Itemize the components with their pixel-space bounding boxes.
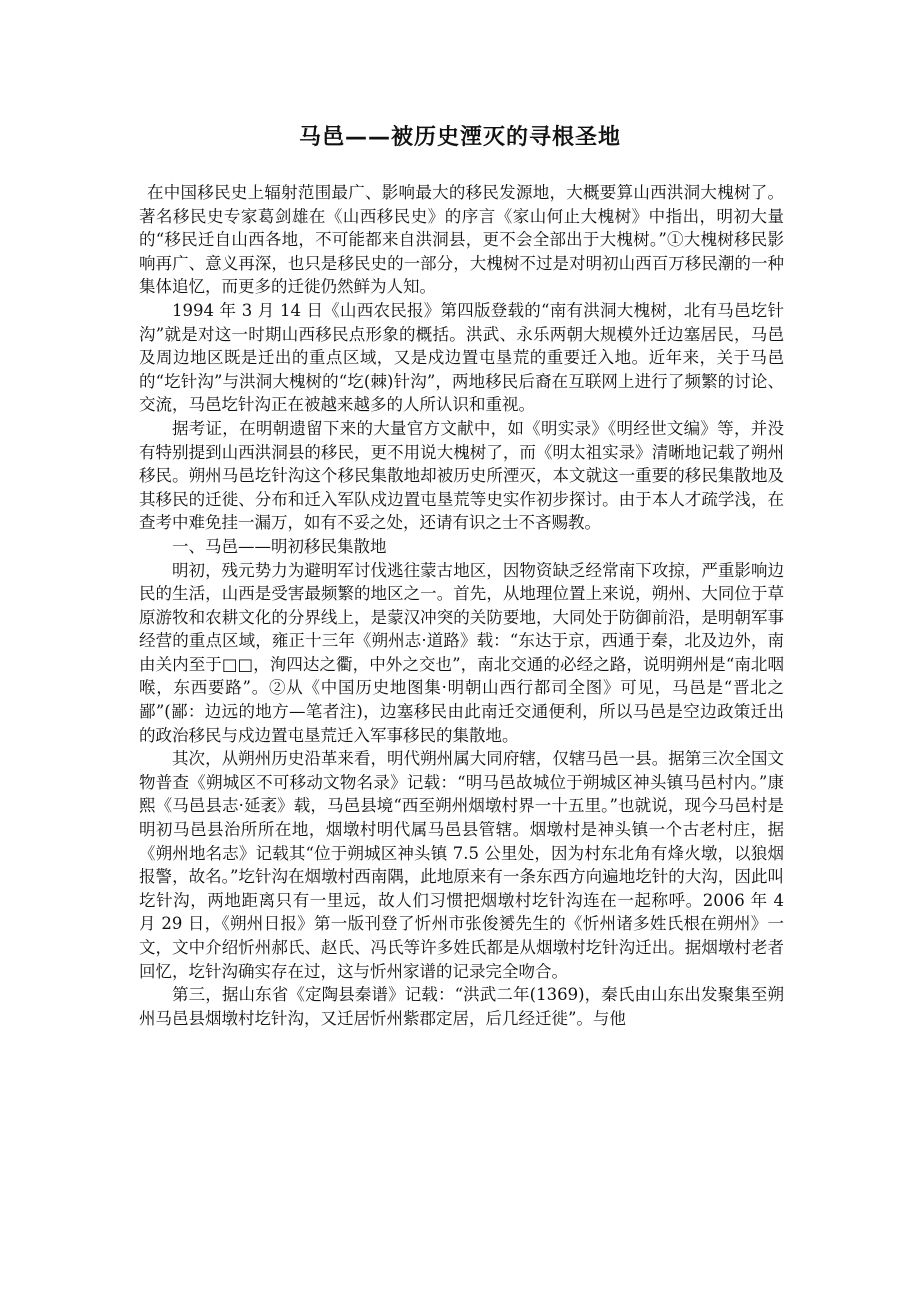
section-heading: 一、马邑——明初移民集散地 [172,536,387,556]
page-title: 马邑——被历史湮灭的寻根圣地 [298,125,621,150]
paragraph: 明初，残元势力为避明军讨伐逃往蒙古地区，因物资缺乏经常南下攻掠，严重影响边民的生活，山西是受害最频繁的地区之一。首先，从地理位置上来说，朔州、大同位于草原游牧和农耕文化的分界线上，是蒙汉冲突的关防要地，大同处于防御前沿，是明朝军事经营的重点区域，雍正十三年《朔州志·道路》载：“东达于京，西通于秦，北及边外，南由关内至于□□，洵四达之衢，中外之交也”，南北交通的必经之路，说明朔州是“南北咽喉，东西要路”。②从《中国历史地图集·明朝山西行都司全图》可见，马邑是“晋北之鄙”(鄙：边远的地方—笔者注)，边塞移民由此南迁交通便利，所以马邑是空边政策迁出的政治移民与戍边置屯垦荒迁入军事移民的集散地。 [139,560,784,745]
paragraph: 据考证，在明朝遗留下来的大量官方文献中，如《明实录》《明经世文编》等，并没有特别提到山西洪洞县的移民，更不用说大槐树了，而《明太祖实录》清晰地记载了朔州移民。朔州马邑圪针沟这个移民集散地却被历史所湮灭，本文就这一重要的移民集散地及其移民的迁徙、分布和迁入军队戍边置屯垦荒等史实作初步探讨。由于本人才疏学浅，在查考中难免挂一漏万，如有不妥之处，还请有识之士不吝赐教。 [139,418,784,533]
paragraph-intro: 在中国移民史上辐射范围最广、影响最大的移民发源地，大概要算山西洪洞大槐树了。著名移民史专家葛剑雄在《山西移民史》的序言《家山何止大槐树》中指出，明初大量的“移民迁自山西各地，不可能都来自洪洞县，更不会全部出于大槐树。”①大槐树移民影响再广、意义再深，也只是移民史的一部分，大槐树不过是对明初山西百万移民潮的一种集体追忆，而更多的迁徙仍然鲜为人知。 [139,183,784,297]
paragraph: 1994 年 3 月 14 日《山西农民报》第四版登载的“南有洪洞大槐树，北有马邑圪针沟”就是对这一时期山西移民点形象的概括。洪武、永乐两朝大规模外迁边塞居民，马邑及周边地区既是迁出的重点区域，又是戍边置屯垦荒的重要迁入地。近年来，关于马邑的“圪针沟”与洪洞大槐树的“圪(棘)针沟”，两地移民后裔在互联网上进行了频繁的讨论、交流，马邑圪针沟正在被越来越多的人所认识和重视。 [139,300,784,415]
article-body [139,181,784,1030]
paragraph: 其次，从朔州历史沿革来看，明代朔州属大同府辖，仅辖马邑一县。据第三次全国文物普查《朔城区不可移动文物名录》记载：“明马邑故城位于朔城区神头镇马邑村内。”康熙《马邑县志·延袤》载，马邑县境“西至朔州烟墩村界一十五里。”也就说，现今马邑村是明初马邑县治所所在地，烟墩村明代属马邑县管辖。烟墩村是神头镇一个古老村庄，据《朔州地名志》记载其“位于朔城区神头镇 7.5 公里处，因为村东北角有烽火墩，以狼烟报警，故名。”圪针沟在烟墩村西南隅，此地原来有一条东西方向遍地圪针的大沟，因此叫圪针沟，两地距离只有一里远，故人们习惯把烟墩村圪针沟连在一起称呼。2006 年 4 月 29 日，《朔州日报》第一版刊登了忻州市张俊赟先生的《忻州诸多姓氏根在朔州》一文，文中介绍忻州郝氏、赵氏、冯氏等许多姓氏都是从烟墩村圪针沟迁出。据烟墩村老者回忆，圪针沟确实存在过，这与忻州家谱的记录完全吻合。 [139,749,784,981]
paragraph: 第三，据山东省《定陶县秦谱》记载：“洪武二年(1369)，秦氏由山东出发聚集至朔州马邑县烟墩村圪针沟，又迁居忻州紫郡定居，后几经迁徙”。与他 [139,985,784,1028]
